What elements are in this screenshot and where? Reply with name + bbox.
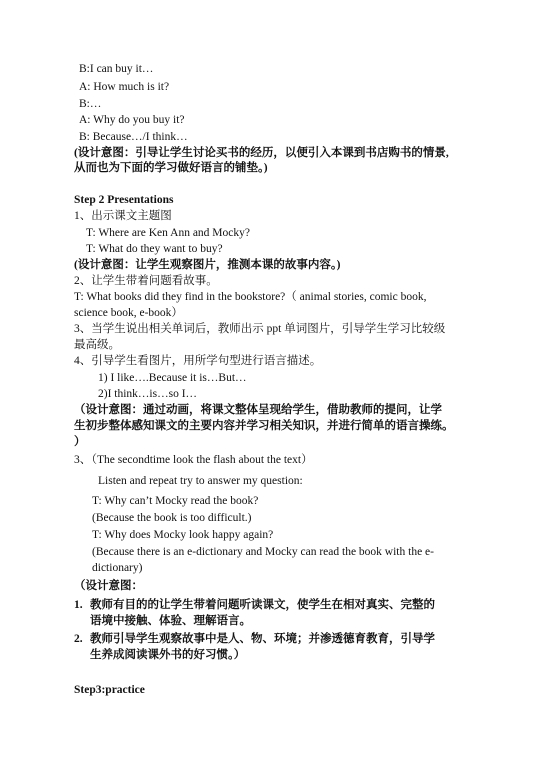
step-item-3-cont: 最高级。	[74, 339, 120, 351]
teacher-question: T: Where are Ken Ann and Mocky?	[86, 227, 250, 239]
teacher-question: T: What books did they find in the bookstore?（ animal stories, comic book,	[74, 291, 427, 303]
design-intent-3-cont: 生初步整体感知课文的主要内容并学习相关知识，并进行简单的语言操练。	[74, 420, 454, 432]
numbered-intent-1-cont: 语境中接触、体验、理解语言。	[90, 615, 251, 627]
step-item-1: 1、出示课文主题图	[74, 210, 172, 222]
design-intent-4: （设计意图：	[74, 580, 143, 592]
design-intent-3-end: ）	[74, 436, 86, 448]
sentence-pattern-2: 2)I think…is…so I…	[98, 388, 198, 400]
numbered-intent-1: 1. 教师有目的的让学生带着问题听读课文，使学生在相对真实、完整的	[74, 599, 435, 611]
dialogue-line-3: B:…	[79, 98, 102, 110]
answer-line: (Because the book is too difficult.)	[92, 512, 252, 524]
teacher-question: T: Why can’t Mocky read the book?	[92, 495, 259, 507]
step-item-3: 3、当学生说出相关单词后，教师出示 ppt 单词图片，引导学生学习比较级	[74, 323, 446, 335]
teacher-question-cont: science book, e-book）	[74, 307, 183, 319]
section-heading-step3: Step3:practice	[74, 684, 145, 696]
step-item-3b: 3、（The secondtime look the flash about the text）	[74, 454, 313, 466]
design-intent-1: (设计意图：引导让学生讨论买书的经历，以便引入本课到书店购书的情景,	[74, 147, 449, 159]
design-intent-3: （设计意图：通过动画，将课文整体呈现给学生，借助教师的提问，让学	[74, 404, 442, 416]
list-number: 1.	[74, 599, 83, 611]
design-intent-2: (设计意图：让学生观察图片，推测本课的故事内容。)	[74, 259, 341, 271]
list-number: 2.	[74, 633, 83, 645]
step-item-2: 2、让学生带着问题看故事。	[74, 275, 218, 287]
numbered-intent-2-cont: 生养成阅读课外书的好习惯。）	[90, 649, 246, 661]
section-heading-step2: Step 2 Presentations	[74, 194, 174, 206]
teacher-question: T: Why does Mocky look happy again?	[92, 529, 274, 541]
dialogue-line-5: B: Because…/I think…	[79, 131, 188, 143]
dialogue-line-4: A: Why do you buy it?	[79, 114, 185, 126]
instruction-line: Listen and repeat try to answer my question:	[98, 475, 303, 487]
numbered-intent-2: 2. 教师引导学生观察故事中是人、物、环境；并渗透德育教育，引导学	[74, 633, 435, 645]
sentence-pattern-1: 1) I like….Because it is…But…	[98, 372, 247, 384]
answer-line-cont: dictionary)	[92, 562, 143, 574]
dialogue-line-2: A: How much is it?	[79, 81, 170, 93]
teacher-question: T: What do they want to buy?	[86, 243, 223, 255]
dialogue-line-1: B:I can buy it…	[79, 63, 154, 75]
step-item-4: 4、引导学生看图片，用所学句型进行语言描述。	[74, 355, 322, 367]
answer-line: (Because there is an e-dictionary and Mocky can read the book with the e-	[92, 546, 434, 558]
design-intent-1-cont: 从而也为下面的学习做好语言的铺垫。)	[74, 162, 268, 174]
